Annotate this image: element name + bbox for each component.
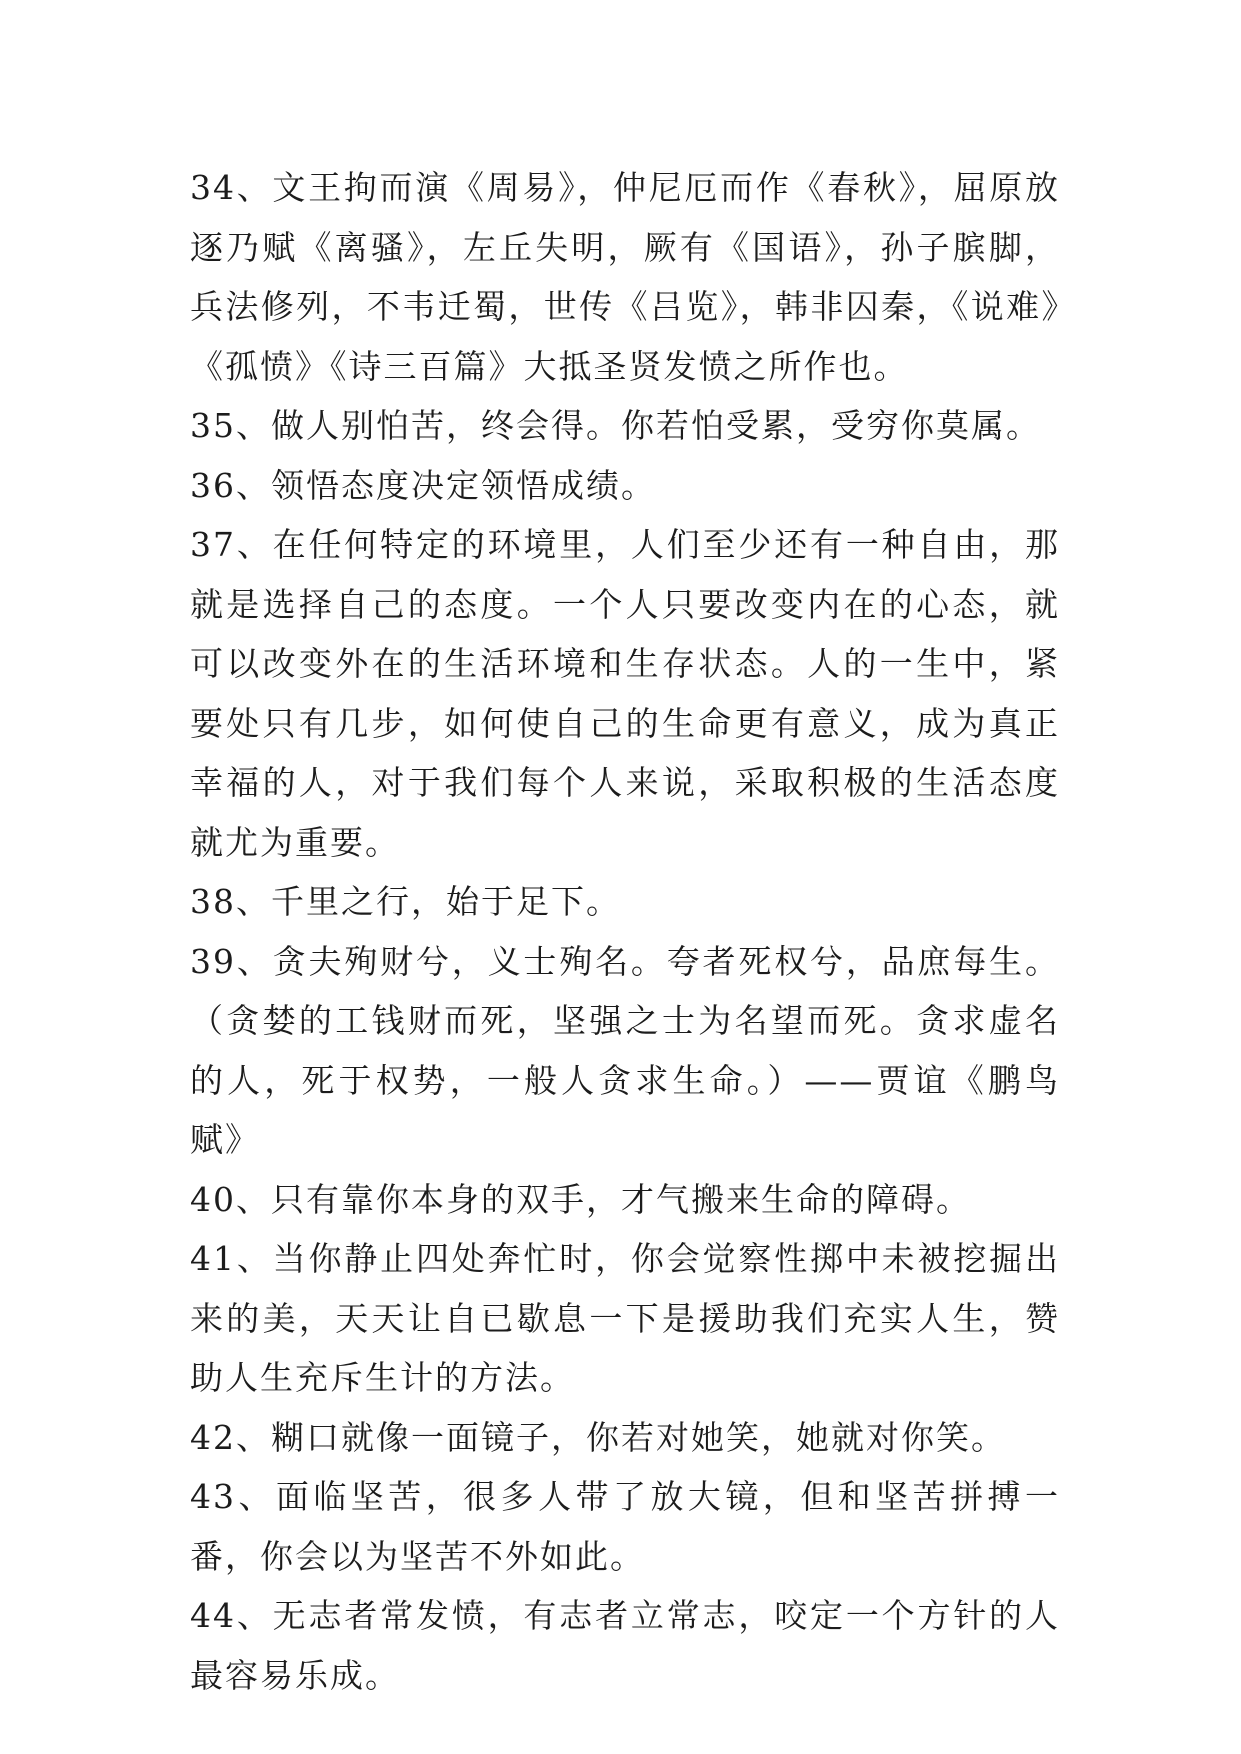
- quote-41: 41、当你静止四处奔忙时，你会觉察性掷中未被挖掘出来的美，天天让自已歇息一下是援助我们充实人生，赞助人生充斥生计的方法。: [190, 1239, 1060, 1397]
- quote-37: 37、在任何特定的环境里，人们至少还有一种自由，那就是选择自己的态度。一个人只要改变内在的心态，就可以改变外在的生活环境和生存状态。人的一生中，紧要处只有几步，如何使自己的生命更有意义，成为真正幸福的人，对于我们每个人来说，采取积极的生活态度就尤为重要。: [190, 525, 1060, 862]
- quote-36: 36、领悟态度决定领悟成绩。: [190, 465, 656, 505]
- quote-44: 44、无志者常发愤，有志者立常志，咬定一个方针的人最容易乐成。: [190, 1596, 1060, 1695]
- quote-42: 42、糊口就像一面镜子，你若对她笑，她就对你笑。: [190, 1417, 1006, 1457]
- document-body: [190, 158, 1060, 1705]
- quote-39: 39、贪夫殉财兮，义士殉名。夸者死权兮，品庶每生。（贪婪的工钱财而死，坚强之士为名望而死。贪求虚名的人，死于权势，一般人贪求生命。）——贾谊《鹏鸟赋》: [190, 941, 1060, 1159]
- quote-43: 43、面临坚苦，很多人带了放大镜，但和坚苦拼搏一番，你会以为坚苦不外如此。: [190, 1477, 1060, 1576]
- quote-40: 40、只有靠你本身的双手，才气搬来生命的障碍。: [190, 1179, 971, 1219]
- quote-34: 34、文王拘而演《周易》，仲尼厄而作《春秋》，屈原放逐乃赋《离骚》，左丘失明，厥有《国语》，孙子膑脚，兵法修列，不韦迁蜀，世传《吕览》，韩非囚秦，《说难》《孤愤》《诗三百篇》大抵圣贤发愤之所作也。: [190, 168, 1060, 386]
- quote-35: 35、做人别怕苦，终会得。你若怕受累，受穷你莫属。: [190, 406, 1041, 445]
- quote-38: 38、千里之行，始于足下。: [190, 882, 621, 921]
